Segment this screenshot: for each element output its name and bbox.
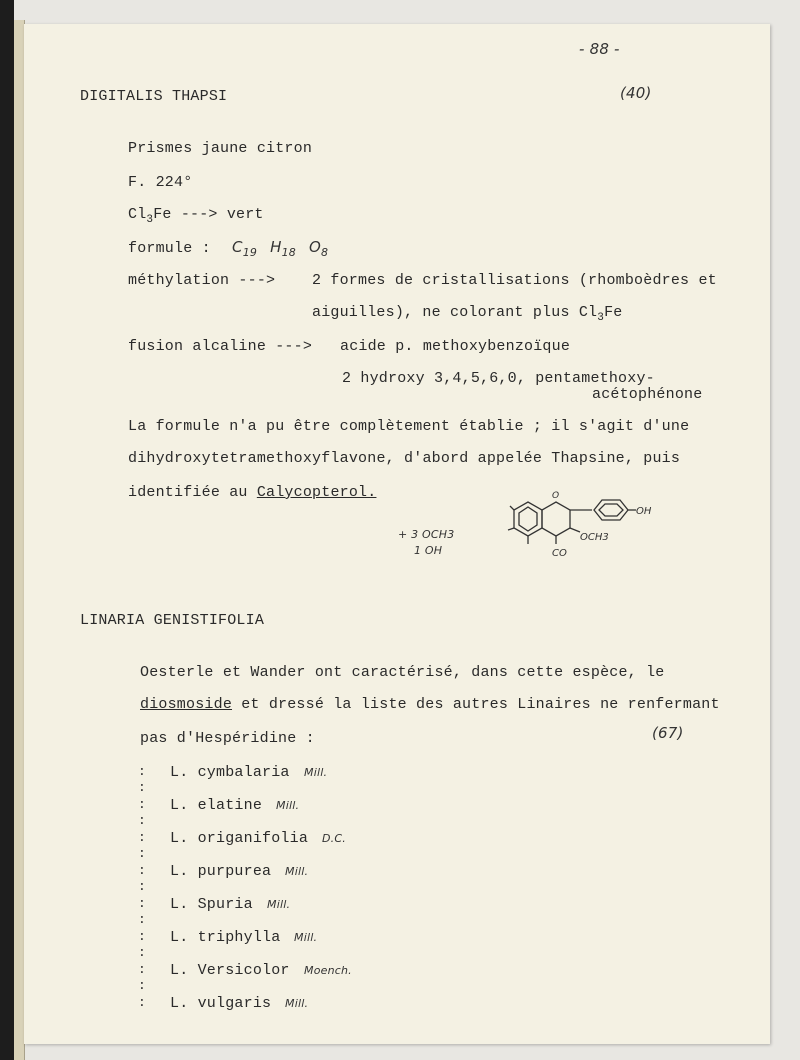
struct-label-och3: OCH3: [580, 532, 609, 543]
species-author: Moench.: [304, 964, 352, 977]
text-cl3fe: $Cl_3Fe$ ---> vert: [128, 206, 264, 226]
species-author: Mill.: [294, 931, 318, 944]
species-author: Mill.: [285, 865, 309, 878]
list-bullet: :: [138, 846, 146, 861]
species-author: Mill.: [285, 997, 309, 1010]
linaria-paragraph-1: Oesterle et Wander ont caractérisé, dans cette espèce, le: [140, 664, 665, 681]
paragraph-line-2: dihydroxytetramethoxyflavone, d'abord appelée Thapsine, puis: [128, 450, 681, 467]
list-bullet: :: [138, 764, 146, 779]
text-fusion-2: 2 hydroxy 3,4,5,6,0, pentamethoxy-: [342, 370, 655, 387]
species-name: L. elatine: [170, 797, 263, 814]
list-bullet: :: [138, 863, 146, 878]
species-author: Mill.: [304, 766, 328, 779]
struct-label-co: CO: [552, 548, 567, 559]
list-bullet: :: [138, 797, 146, 812]
paragraph-line-1: La formule n'a pu être complètement établie ; il s'agit d'une: [128, 418, 690, 435]
species-name: L. vulgaris: [170, 995, 272, 1012]
document-page: [24, 24, 770, 1044]
page-number: - 88 -: [579, 40, 620, 58]
list-bullet: :: [138, 962, 146, 977]
text-melting-point: F. 224°: [128, 174, 193, 191]
list-bullet: :: [138, 813, 146, 828]
list-bullet: :: [138, 995, 146, 1010]
section-title-digitalis: DIGITALIS THAPSI: [80, 88, 228, 105]
species-author: Mill.: [276, 799, 300, 812]
list-bullet: :: [138, 929, 146, 944]
flavone-structure: [496, 490, 696, 566]
section-title-linaria: LINARIA GENISTIFOLIA: [80, 612, 265, 629]
struct-label-oh: OH: [636, 506, 652, 517]
species-name: L. origanifolia: [170, 830, 309, 847]
text-fusion-label: fusion alcaline --->: [128, 338, 313, 355]
species-author: D.C.: [322, 832, 346, 845]
list-bullet: :: [138, 830, 146, 845]
text-fusion-3: acétophénone: [592, 386, 703, 403]
list-bullet: :: [138, 945, 146, 960]
book-binding: [0, 0, 14, 1060]
struct-substituent-och3: + 3 OCH3: [398, 528, 455, 541]
reference-67: (67): [652, 724, 684, 742]
text-methylation-2: aiguilles), ne colorant plus $Cl_3Fe$: [312, 304, 623, 324]
text-formule: formule : $C_{19}$ $H_{18}$ $O_8$: [128, 238, 329, 259]
reference-40: (40): [620, 84, 652, 102]
species-name: L. purpurea: [170, 863, 272, 880]
text-prismes: Prismes jaune citron: [128, 140, 313, 157]
list-bullet: :: [138, 912, 146, 927]
species-name: L. Versicolor: [170, 962, 290, 979]
linaria-paragraph-2: diosmoside et dressé la liste des autres Linaires ne renfermant: [140, 696, 720, 713]
list-bullet: :: [138, 780, 146, 795]
species-name: L. cymbalaria: [170, 764, 290, 781]
text-methylation-label: méthylation --->: [128, 272, 276, 289]
list-bullet: :: [138, 879, 146, 894]
struct-label-o: O: [552, 491, 560, 501]
paragraph-line-3: identifiée au Calycopterol.: [128, 484, 377, 501]
text-methylation-1: 2 formes de cristallisations (rhomboèdres et: [312, 272, 717, 289]
linaria-paragraph-3: pas d'Hespéridine :: [140, 730, 315, 747]
text-fusion-1: acide p. methoxybenzoïque: [340, 338, 571, 355]
struct-substituent-oh: 1 OH: [414, 544, 443, 557]
list-bullet: :: [138, 896, 146, 911]
species-author: Mill.: [267, 898, 291, 911]
species-name: L. Spuria: [170, 896, 253, 913]
species-name: L. triphylla: [170, 929, 281, 946]
list-bullet: :: [138, 978, 146, 993]
